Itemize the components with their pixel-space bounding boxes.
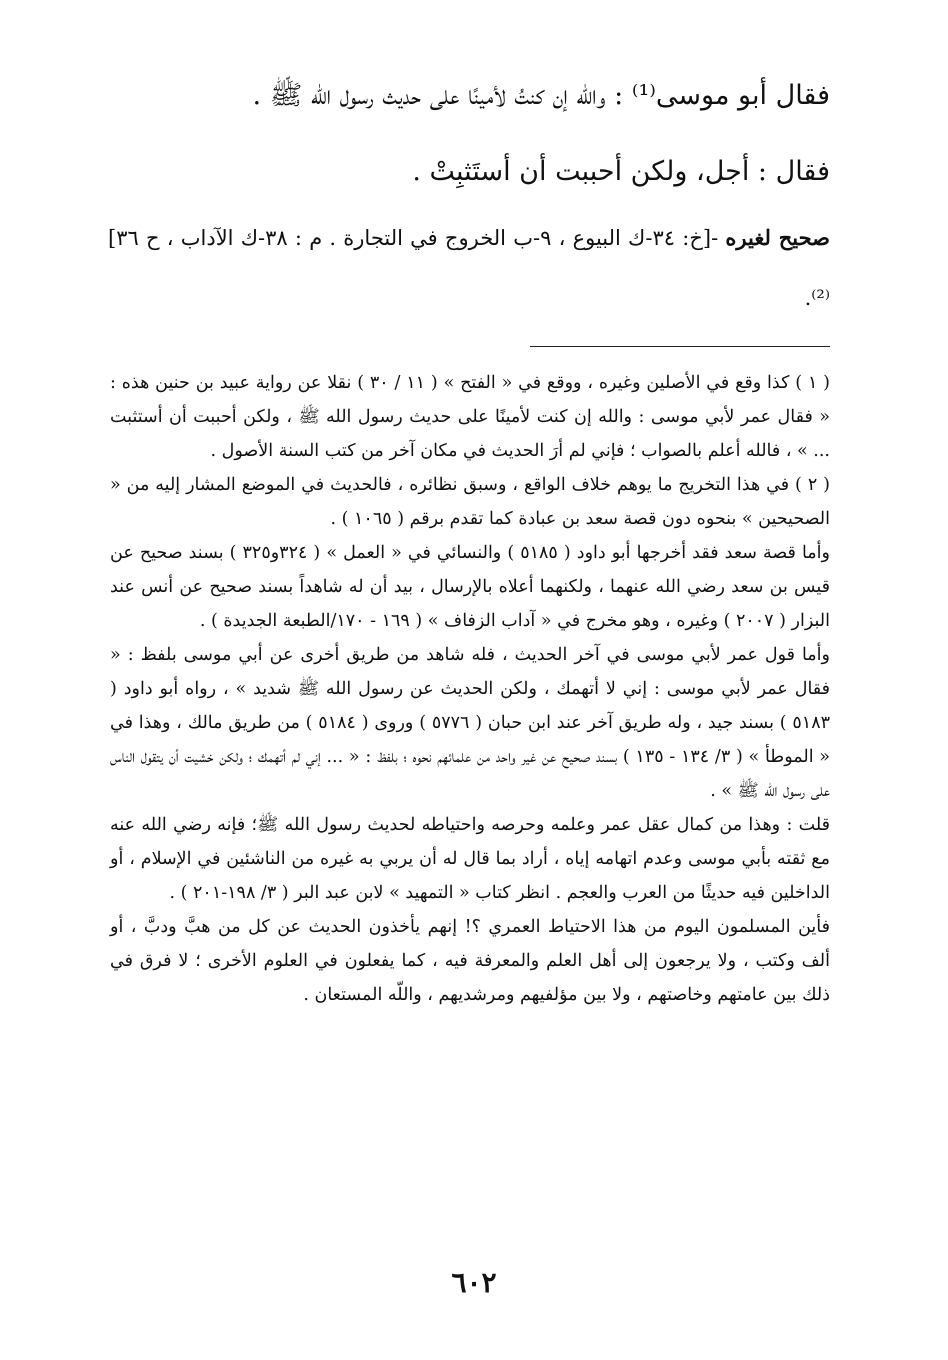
footnote-separator: [530, 346, 830, 347]
hadith-text: [90, 58, 830, 210]
footnote-paragraph: ( ١ ) كذا وقع في الأصلين وغيره ، ووقع في « الفتح » ( ١١ / ٣٠ ) نقلا عن رواية عبيد بن حنين هذه : « فقال عمر لأبي موسى : والله إن كنت لأمينًا على حديث رسول الله ﷺ ، ولكن أحببت أن أستثبت ... » ، فالله أعلم بالصواب ؛ فإني لم أرَ الحديث في مكان آخر من كتب السنة الأصول .: [110, 373, 831, 461]
footnote-paragraph: وأما قول عمر لأبي موسى في آخر الحديث ، فله شاهد من طريق أخرى عن أبي موسى بلفظ : « فقال عمر لأبي موسى : إني لا أتهمك ، ولكن الحديث عن رسول الله ﷺ شديد » ، رواه أبو داود ( ٥١٨٣ ) بسند جيد ، وله طريق آخر عند ابن حبان ( ٥٧٧٦ ) وروى ( ٥١٨٤ ) من طريق مالك ، وهذا في « الموطأ » ( ٣/ ١٣٤ - ١٣٥ ) بسند صحيح عن غير واحد من علمائهم نحوه ؛ بلفظ : « ... إني لم أتهمك ؛ ولكن خشيت أن يتقول الناس على رسول الله ﷺ » .: [110, 645, 830, 801]
takhrij-reference: -[خ: ٣٤-ك البيوع ، ٩-ب الخروج في التجارة . م : ٣٨-ك الآداب ، ح ٣٦]⁽²⁾.: [108, 226, 830, 310]
hadith-line: فقال أبو موسى⁽¹⁾ : واللّه إن كنتُ لأمينًا على حديث رسول الله ﷺ .: [252, 80, 830, 111]
footnote-paragraph: قلت : وهذا من كمال عقل عمر وعلمه وحرصه واحتياطه لحديث رسول الله ﷺ؛ فإنه رضي الله عنه مع ثقته بأبي موسى وعدم اتهامه إياه ، أراد بما قال له أن يربي به غيره من الناشئين في الإسلام ، أو الداخلين فيه حديثًا من العرب والعجم . انظر كتاب « التمهيد » لابن عبد البر ( ٣/ ١٩٨-٢٠١ ) .: [110, 815, 830, 903]
grading-label: صحيح لغيره: [725, 225, 830, 250]
page-number: ٦٠٢: [451, 1266, 497, 1299]
hadith-line: فقال : أجل، ولكن أحببت أن أستَثبِتْ .: [412, 156, 830, 187]
footnote-paragraph: وأما قصة سعد فقد أخرجها أبو داود ( ٥١٨٥ ) والنسائي في « العمل » ( ٣٢٤و٣٢٥ ) بسند صحيح عن قيس بن سعد رضي الله عنهما ، ولكنهما أعلاه بالإرسال ، بيد أن له شاهداً بسند صحيح عن أنس عند البزار ( ٢٠٠٧ ) وغيره ، وهو مخرج في « آداب الزفاف » ( ١٦٩ - ١٧٠/الطبعة الجديدة ) .: [110, 543, 830, 631]
footnotes: [110, 366, 830, 1012]
grading-takhrij: [108, 208, 830, 328]
footnote-paragraph: ( ٢ ) في هذا التخريج ما يوهم خلاف الواقع ، وسبق نظائره ، فالحديث في الموضع المشار إليه من « الصحيحين » بنحوه دون قصة سعد بن عبادة كما تقدم برقم ( ١٠٦٥ ) .: [110, 475, 831, 529]
footnote-paragraph: فأين المسلمون اليوم من هذا الاحتياط العمري ؟! إنهم يأخذون الحديث عن كل من هبَّ ودبَّ ، أو ألف وكتب ، ولا يرجعون إلى أهل العلم والمعرفة فيه ، كما يفعلون في العلوم الأخرى ؛ لا فرق في ذلك بين عامتهم وخاصتهم ، ولا بين مؤلفيهم ومرشديهم ، واللّه المستعان .: [110, 917, 830, 1005]
